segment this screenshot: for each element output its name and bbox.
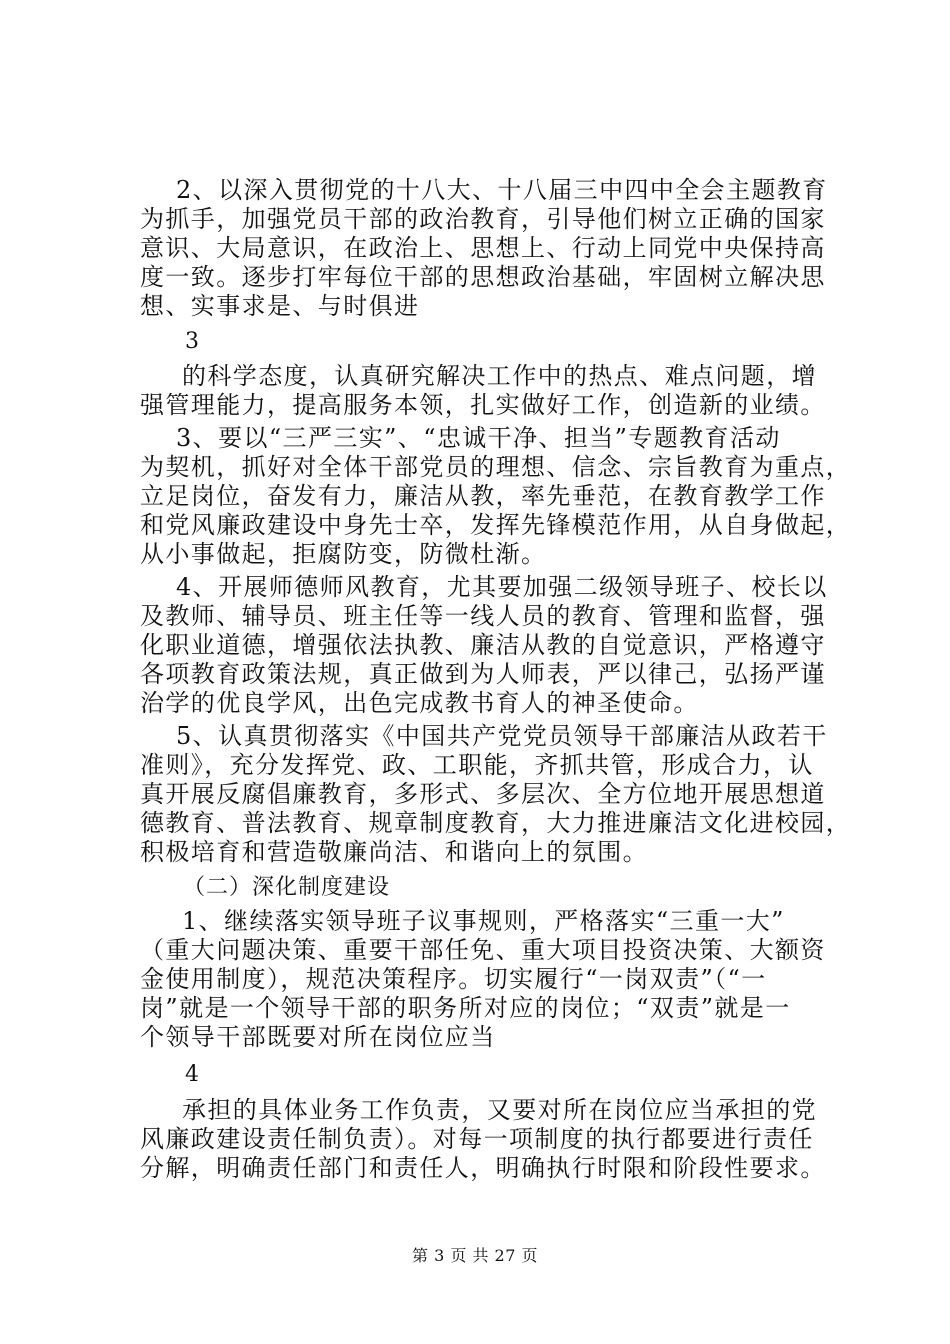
body-line: 为抓手，加强党员干部的政治教育，引导他们树立正确的国家 [140, 205, 826, 233]
body-line: 德教育、普法教育、规章制度教育，大力推进廉洁文化进校园， [140, 809, 852, 837]
body-line: 1、继续落实领导班子议事规则，严格落实“三重一大” [182, 907, 785, 935]
body-line: 金使用制度），规范决策程序。切实履行“一岗双责”（“一 [140, 965, 767, 993]
body-line: 度一致。逐步打牢每位干部的思想政治基础，牢固树立解决思 [140, 263, 826, 291]
body-line: 个领导干部既要对所在岗位应当 [140, 1023, 496, 1051]
body-line: 为契机，抓好对全体干部党员的理想、信念、宗旨教育为重点， [140, 453, 852, 481]
body-line: 强管理能力，提高服务本领，扎实做好工作，创造新的业绩。 [140, 391, 826, 419]
body-line: 岗”就是一个领导干部的职务所对应的岗位；“双责”就是一 [140, 994, 791, 1022]
body-line: 承担的具体业务工作负责，又要对所在岗位应当承担的党 [182, 1096, 817, 1124]
body-line: 各项教育政策法规，真正做到为人师表，严以律己，弘扬严谨 [140, 660, 826, 688]
body-line: 从小事做起，拒腐防变，防微杜渐。 [140, 540, 547, 568]
body-line: 分解，明确责任部门和责任人，明确执行时限和阶段性要求。 [140, 1154, 826, 1182]
body-line: 4、开展师德师风教育，尤其要加强二级领导班子、校长以 [176, 573, 828, 601]
body-line: 和党风廉政建设中身先士卒，发挥先锋模范作用，从自身做起， [140, 511, 852, 539]
body-line: 准则》，充分发挥党、政、工职能，齐抓共管，形成合力，认 [140, 751, 814, 779]
page-footer: 第 3 页 共 27 页 [412, 1246, 538, 1265]
body-line: 风廉政建设责任制负责）。对每一项制度的执行都要进行责任 [140, 1125, 814, 1153]
body-line: 治学的优良学风，出色完成教书育人的神圣使命。 [140, 689, 699, 717]
body-line: 积极培育和营造敬廉尚洁、和谐向上的氛围。 [140, 838, 648, 866]
body-line: 想、实事求是、与时俱进 [140, 292, 420, 320]
body-line: 意识、大局意识，在政治上、思想上、行动上同党中央保持高 [140, 234, 826, 262]
body-line: 立足岗位，奋发有力，廉洁从教，率先垂范，在教育教学工作 [140, 482, 826, 510]
inline-page-number: 3 [185, 329, 199, 354]
body-line: 的科学态度，认真研究解决工作中的热点、难点问题，增 [182, 362, 817, 390]
body-line: 真开展反腐倡廉教育，多形式、多层次、全方位地开展思想道 [140, 780, 826, 808]
body-line: （重大问题决策、重要干部任免、重大项目投资决策、大额资 [140, 936, 826, 964]
inline-page-number: 4 [185, 1062, 199, 1087]
body-line: 3、要以“三严三实”、“忠诚干净、担当”专题教育活动 [176, 424, 781, 452]
body-line: 2、以深入贯彻党的十八大、十八届三中四中全会主题教育 [176, 176, 828, 204]
body-line: 5、认真贯彻落实《中国共产党党员领导干部廉洁从政若干 [176, 722, 828, 750]
body-line: 及教师、辅导员、班主任等一线人员的教育、管理和监督，强 [140, 602, 826, 630]
section-heading: （二）深化制度建设 [183, 875, 391, 900]
body-line: 化职业道德，增强依法执教、廉洁从教的自觉意识，严格遵守 [140, 631, 826, 659]
